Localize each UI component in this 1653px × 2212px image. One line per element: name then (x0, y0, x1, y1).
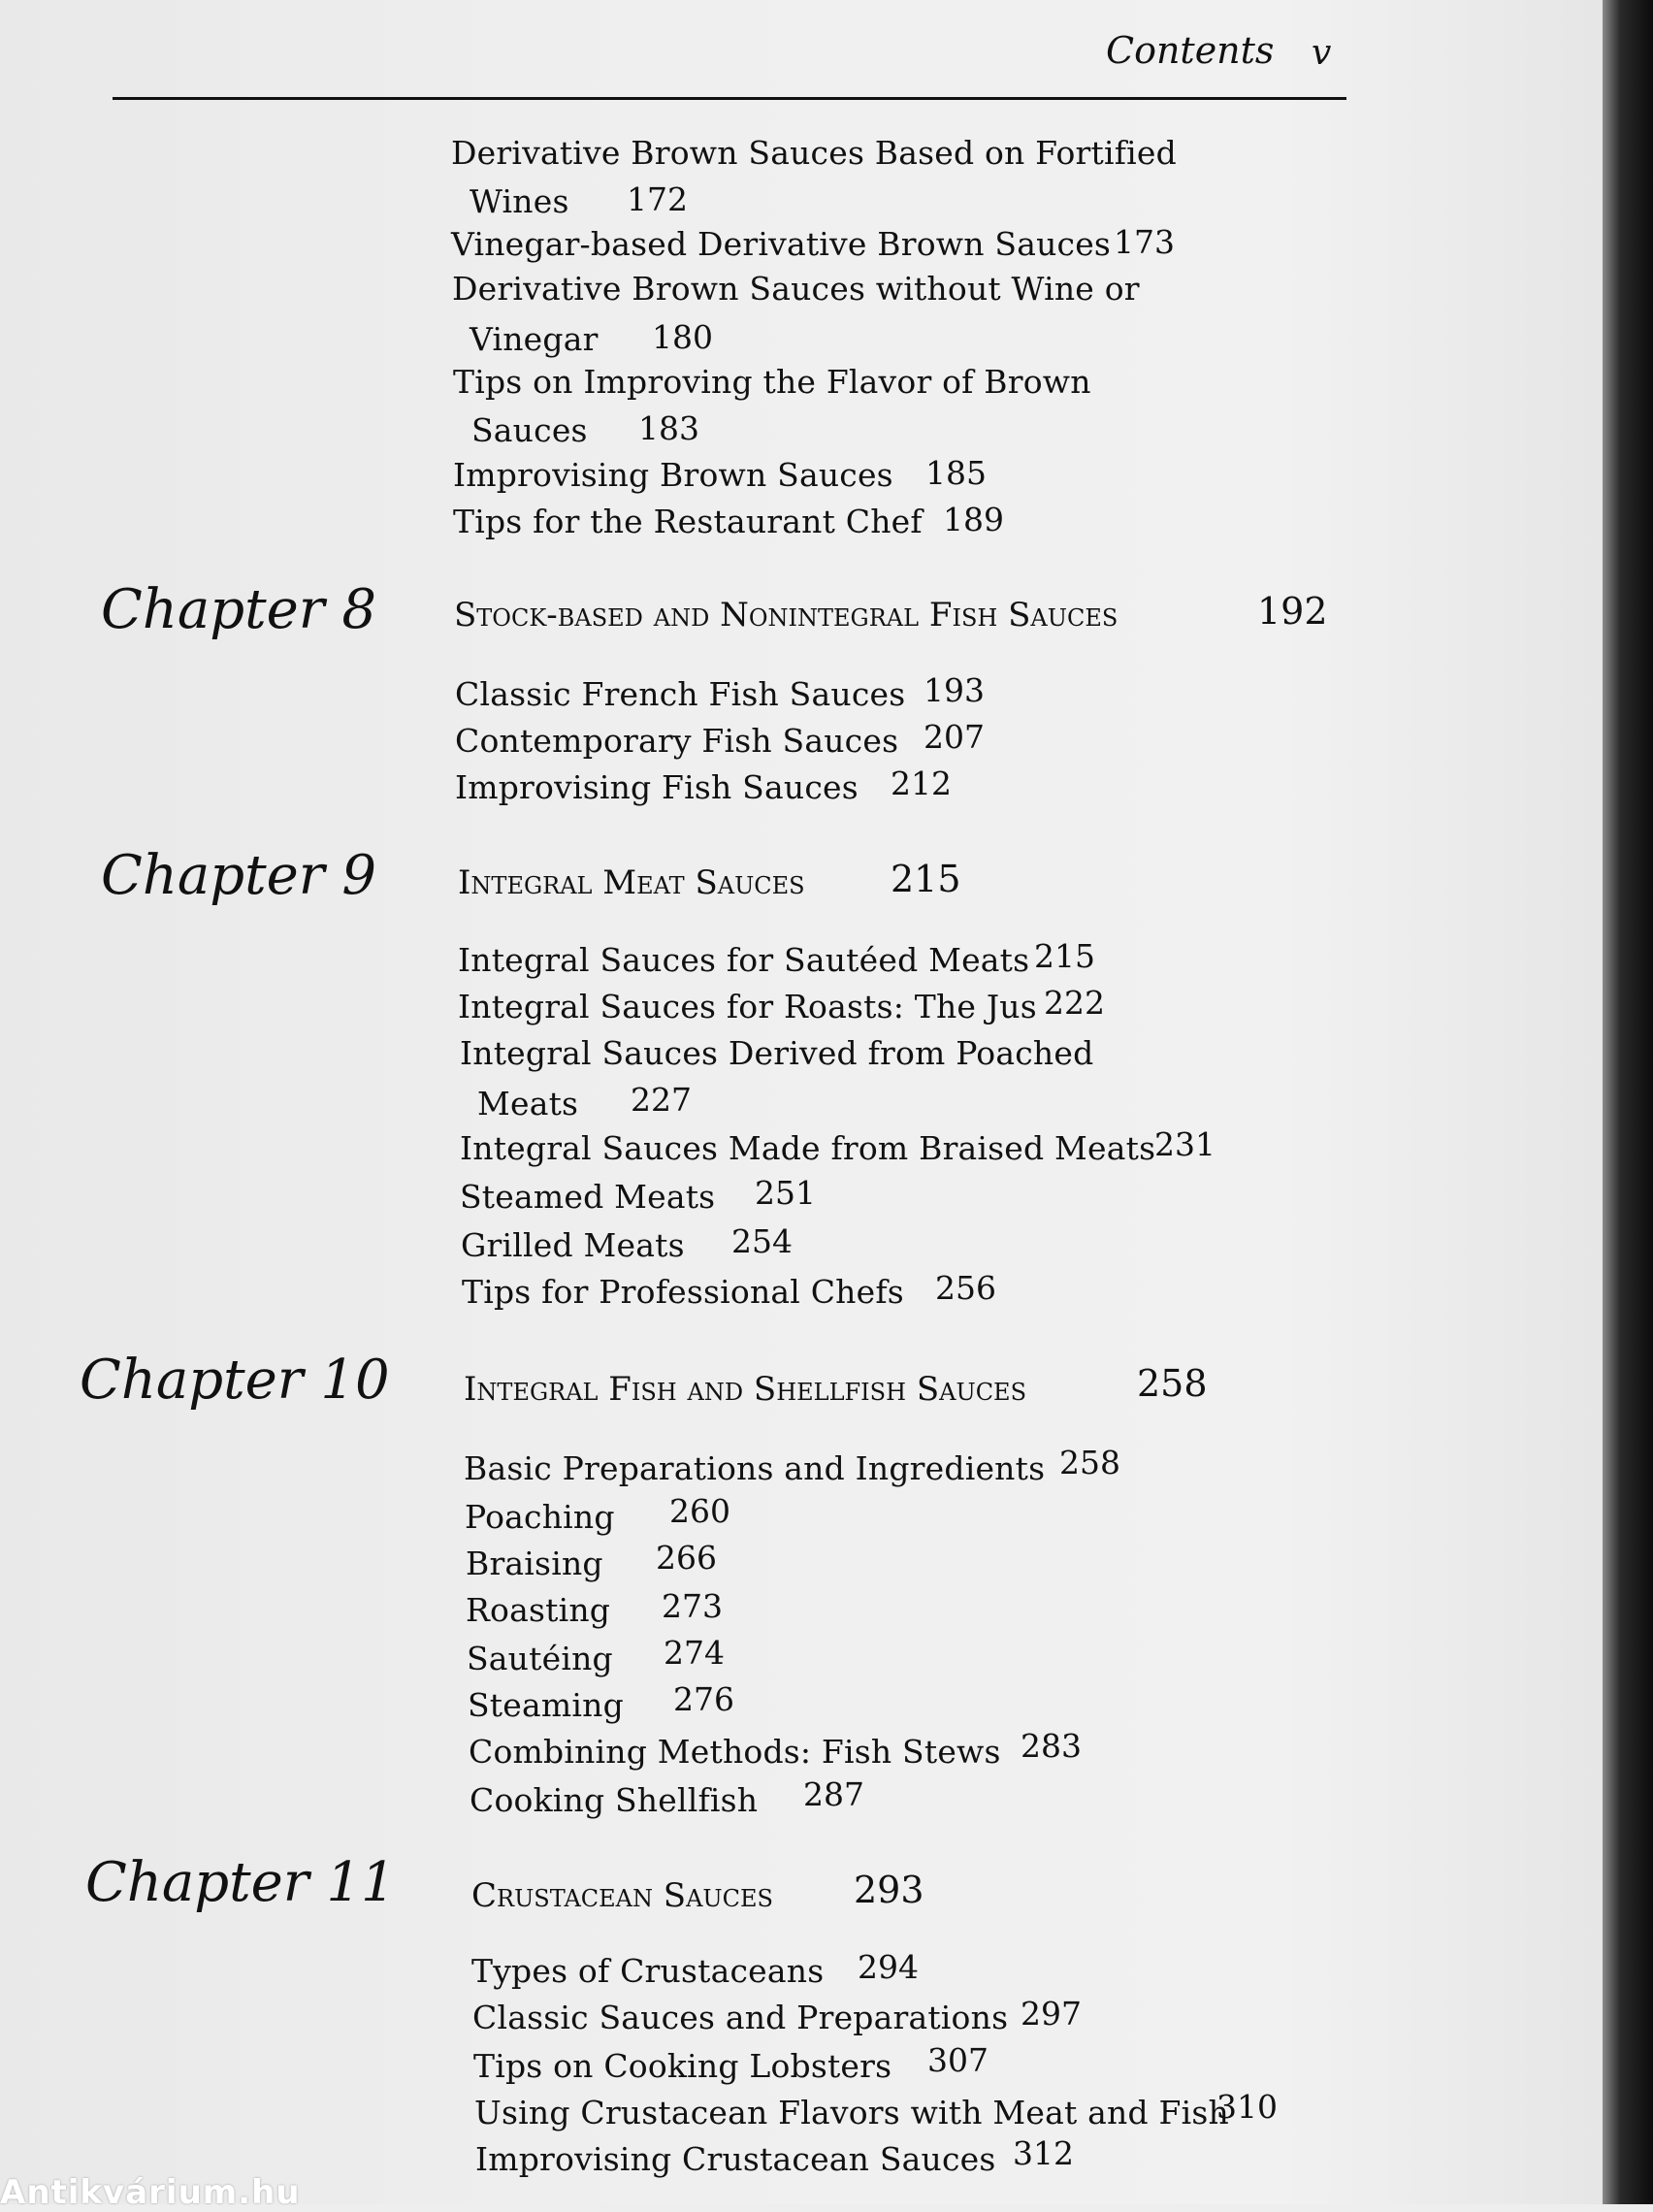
toc-entry-line: Classic Sauces and Preparations (472, 1999, 1009, 2036)
toc-entry-page: 207 (924, 718, 985, 756)
toc-entry-line: Integral Sauces Derived from Poached (460, 1034, 1094, 1072)
toc-entry-line: Using Crustacean Flavors with Meat and Fish (474, 2094, 1229, 2131)
toc-entry-line: Steamed Meats (460, 1178, 716, 1216)
chapter-page: 215 (891, 858, 961, 900)
toc-entry-line: Sautéing (467, 1640, 613, 1677)
chapter-page: 293 (854, 1869, 924, 1911)
chapter-title: Integral Fish and Shellfish Sauces (464, 1370, 1027, 1409)
chapter-label: Chapter 11 (85, 1851, 396, 1914)
toc-entry-page: 212 (891, 764, 952, 802)
chapter-title: Crustacean Sauces (471, 1876, 773, 1915)
chapter-title: Integral Meat Sauces (458, 863, 805, 902)
toc-entry-page: 183 (638, 409, 699, 447)
toc-entry-page: 215 (1034, 937, 1095, 975)
toc-entry-line: Improvising Fish Sauces (455, 768, 859, 806)
toc-entry-page: 193 (924, 671, 985, 709)
header-rule (113, 97, 1346, 100)
toc-entry-page: 294 (858, 1948, 919, 1986)
chapter-page: 192 (1257, 590, 1328, 633)
toc-entry-line: Integral Sauces for Roasts: The Jus (458, 988, 1037, 1025)
toc-entry-page: 180 (652, 318, 713, 356)
toc-entry-page: 189 (943, 501, 1004, 538)
toc-entry-line: Tips for the Restaurant Chef (453, 503, 923, 540)
toc-entry-page: 258 (1059, 1444, 1120, 1481)
toc-entry-page: 283 (1021, 1727, 1082, 1765)
toc-entry-page: 254 (731, 1222, 793, 1260)
chapter-label: Chapter 10 (80, 1349, 390, 1412)
toc-entry-page: 273 (662, 1587, 723, 1625)
toc-entry-page: 287 (803, 1775, 864, 1813)
running-header-title: Contents (1106, 29, 1275, 72)
toc-entry-page: 222 (1044, 984, 1105, 1022)
toc-entry-line: Vinegar-based Derivative Brown Sauces (451, 225, 1112, 263)
toc-entry-page: 310 (1216, 2088, 1278, 2126)
toc-entry-line: Contemporary Fish Sauces (455, 722, 899, 760)
toc-entry-line: Integral Sauces for Sautéed Meats (458, 941, 1030, 979)
toc-entry-page: 260 (669, 1492, 730, 1530)
toc-entry-line: Derivative Brown Sauces Based on Fortified (451, 134, 1177, 172)
toc-entry-line: Improvising Brown Sauces (453, 456, 893, 494)
toc-entry-line: Basic Preparations and Ingredients (464, 1449, 1046, 1487)
toc-entry-page: 276 (673, 1680, 734, 1718)
toc-entry-page: 256 (935, 1269, 996, 1307)
toc-entry-line: Sauces (471, 411, 588, 449)
toc-entry-page: 266 (656, 1539, 717, 1577)
book-spine-shadow (1603, 0, 1653, 2204)
toc-entry-line: Roasting (466, 1591, 611, 1629)
toc-entry-line: Tips for Professional Chefs (462, 1273, 904, 1311)
toc-entry-page: 231 (1154, 1125, 1215, 1163)
chapter-title: Stock-based and Nonintegral Fish Sauces (454, 596, 1118, 634)
toc-entry-page: 274 (664, 1634, 725, 1672)
toc-entry-line: Tips on Improving the Flavor of Brown (453, 363, 1091, 401)
toc-entry-line: Types of Crustaceans (471, 1952, 825, 1990)
toc-entry-page: 173 (1114, 223, 1175, 261)
toc-entry-page: 297 (1021, 1995, 1082, 2033)
toc-entry-line: Derivative Brown Sauces without Wine or (452, 270, 1140, 308)
toc-entry-page: 307 (927, 2041, 989, 2079)
watermark: Antikvárium.hu (0, 2173, 301, 2212)
chapter-label: Chapter 8 (101, 578, 376, 641)
toc-entry-line: Integral Sauces Made from Braised Meats (460, 1129, 1156, 1167)
toc-entry-page: 185 (925, 454, 987, 492)
toc-entry-line: Improvising Crustacean Sauces (475, 2140, 996, 2178)
toc-entry-page: 172 (627, 180, 688, 218)
running-header-page-number: v (1312, 33, 1332, 73)
toc-entry-line: Combining Methods: Fish Stews (469, 1733, 1001, 1771)
toc-entry-line: Tips on Cooking Lobsters (473, 2047, 892, 2085)
toc-entry-line: Classic French Fish Sauces (455, 675, 906, 713)
toc-entry-line: Steaming (468, 1686, 624, 1724)
toc-entry-line: Vinegar (470, 320, 599, 358)
toc-entry-page: 251 (755, 1174, 816, 1212)
toc-entry-page: 312 (1013, 2134, 1074, 2172)
toc-entry-line: Wines (470, 182, 569, 220)
toc-entry-line: Poaching (465, 1498, 615, 1536)
toc-entry-line: Cooking Shellfish (470, 1781, 759, 1819)
toc-entry-line: Meats (477, 1085, 579, 1122)
toc-entry-line: Braising (466, 1545, 603, 1582)
toc-entry-line: Grilled Meats (461, 1226, 685, 1264)
chapter-label: Chapter 9 (101, 844, 376, 907)
toc-entry-page: 227 (631, 1081, 692, 1119)
chapter-page: 258 (1137, 1362, 1208, 1405)
